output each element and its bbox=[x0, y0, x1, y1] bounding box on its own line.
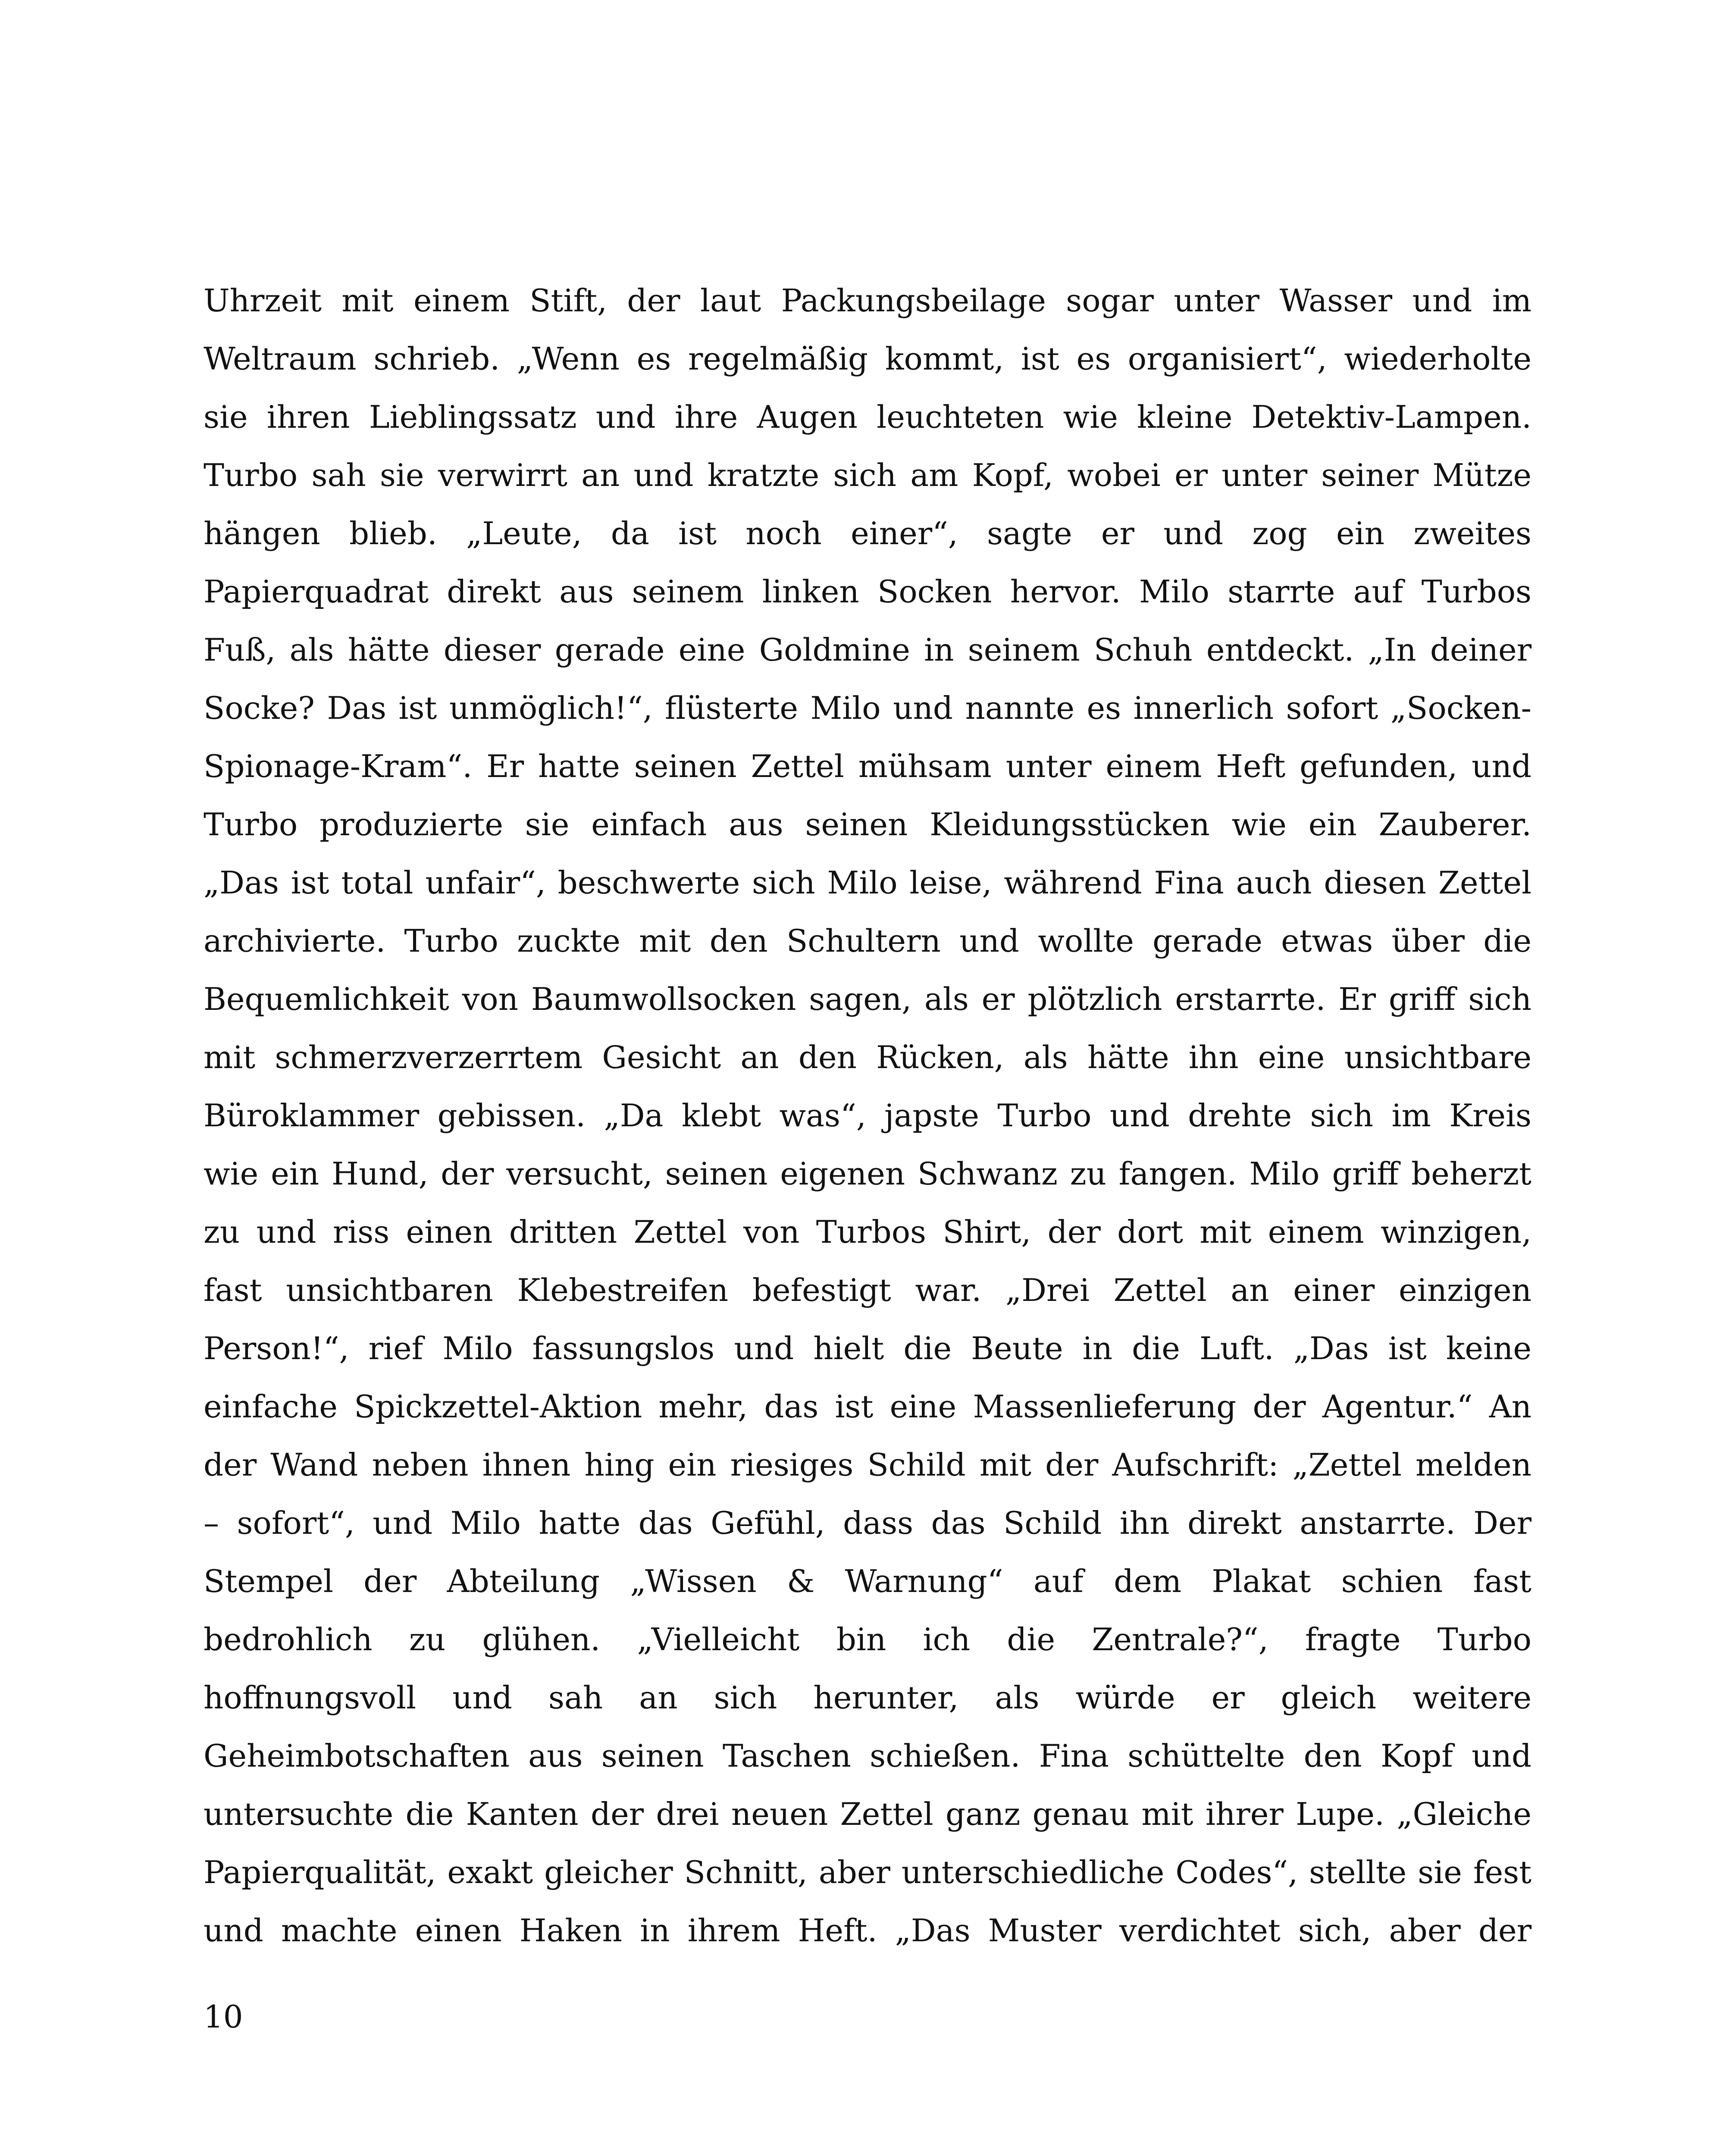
text-line: Bequemlichkeit von Baumwollsocken sagen, als er plötzlich erstarrte. Er griff sich bbox=[204, 981, 1532, 1017]
text-line: Fuß, als hätte dieser gerade eine Goldmine in seinem Schuh entdeckt. „In deiner bbox=[204, 632, 1532, 668]
text-line: Geheimbotschaften aus seinen Taschen schießen. Fina schüttelte den Kopf und bbox=[204, 1738, 1532, 1774]
text-line: der Wand neben ihnen hing ein riesiges Schild mit der Aufschrift: „Zettel melden bbox=[204, 1447, 1532, 1483]
text-line: untersuchte die Kanten der drei neuen Zettel ganz genau mit ihrer Lupe. „Gleiche bbox=[204, 1796, 1532, 1832]
page-number: 10 bbox=[204, 1999, 243, 2035]
text-line: wie ein Hund, der versucht, seinen eigenen Schwanz zu fangen. Milo griff beherzt bbox=[204, 1156, 1532, 1192]
text-line: Turbo sah sie verwirrt an und kratzte sich am Kopf, wobei er unter seiner Mütze bbox=[204, 457, 1532, 493]
text-line: hängen blieb. „Leute, da ist noch einer“, sagte er und zog ein zweites bbox=[204, 515, 1532, 552]
text-line: Papierqualität, exakt gleicher Schnitt, aber unterschiedliche Codes“, stellte sie fest bbox=[204, 1854, 1532, 1890]
text-line: Spionage-Kram“. Er hatte seinen Zettel mühsam unter einem Heft gefunden, und bbox=[204, 748, 1532, 784]
text-line: Stempel der Abteilung „Wissen & Warnung“ auf dem Plakat schien fast bbox=[204, 1563, 1532, 1599]
text-line: fast unsichtbaren Klebestreifen befestigt war. „Drei Zettel an einer einzigen bbox=[204, 1272, 1532, 1308]
text-line: und machte einen Haken in ihrem Heft. „Das Muster verdichtet sich, aber der bbox=[204, 1912, 1532, 1949]
body-text bbox=[204, 272, 1532, 1960]
text-line: Papierquadrat direkt aus seinem linken Socken hervor. Milo starrte auf Turbos bbox=[204, 573, 1532, 610]
text-line: sie ihren Lieblingssatz und ihre Augen leuchteten wie kleine Detektiv-Lampen. bbox=[204, 399, 1532, 435]
text-line: zu und riss einen dritten Zettel von Turbos Shirt, der dort mit einem winzigen, bbox=[204, 1214, 1532, 1250]
text-line: einfache Spickzettel-Aktion mehr, das ist eine Massenlieferung der Agentur.“ An bbox=[204, 1388, 1532, 1425]
text-line: hoffnungsvoll und sah an sich herunter, als würde er gleich weitere bbox=[204, 1680, 1532, 1716]
text-line: Uhrzeit mit einem Stift, der laut Packungsbeilage sogar unter Wasser und im bbox=[204, 282, 1532, 319]
text-line: Socke? Das ist unmöglich!“, flüsterte Milo und nannte es innerlich sofort „Socken- bbox=[204, 690, 1532, 726]
text-line: bedrohlich zu glühen. „Vielleicht bin ich die Zentrale?“, fragte Turbo bbox=[204, 1621, 1532, 1658]
text-line: „Das ist total unfair“, beschwerte sich Milo leise, während Fina auch diesen Zettel bbox=[204, 865, 1532, 901]
text-line: Turbo produzierte sie einfach aus seinen Kleidungsstücken wie ein Zauberer. bbox=[204, 806, 1532, 843]
text-line: – sofort“, und Milo hatte das Gefühl, dass das Schild ihn direkt anstarrte. Der bbox=[204, 1505, 1532, 1541]
text-line: Büroklammer gebissen. „Da klebt was“, japste Turbo und drehte sich im Kreis bbox=[204, 1097, 1532, 1134]
text-line: archivierte. Turbo zuckte mit den Schultern und wollte gerade etwas über die bbox=[204, 923, 1532, 959]
text-line: mit schmerzverzerrtem Gesicht an den Rücken, als hätte ihn eine unsichtbare bbox=[204, 1039, 1532, 1075]
text-line: Weltraum schrieb. „Wenn es regelmäßig kommt, ist es organisiert“, wiederholte bbox=[204, 341, 1532, 377]
text-line: Person!“, rief Milo fassungslos und hielt die Beute in die Luft. „Das ist keine bbox=[204, 1330, 1532, 1366]
